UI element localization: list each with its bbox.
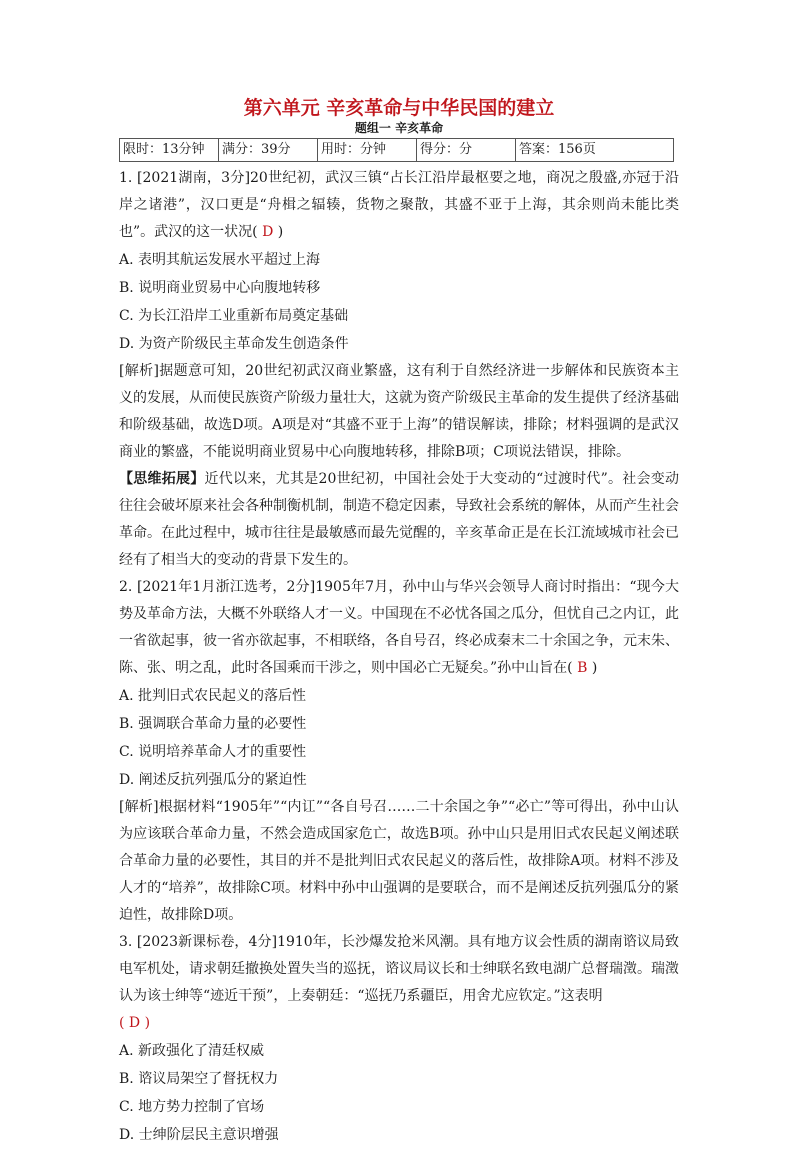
document-body (119, 96, 679, 1149)
page-title: 第六单元 辛亥革命与中华民国的建立 (243, 97, 555, 119)
option-c: C. 为长江沿岸工业重新布局奠定基础 (119, 308, 349, 324)
info-table (119, 138, 674, 162)
question-1-answer: D (257, 224, 278, 240)
question-2-analysis: [解析]根据材料“1905年”“内讧”“各自号召……二十余国之争”“必亡”等可得出，孙中山认为应该联合革命力量，不然会造成国家危亡，故选B项。孙中山只是用旧式农民起义阐述联合革命力量的必要性，其目的并不是批判旧式农民起义的落后性，故排除A项。材料不涉及人才的“培养”，故排除C项。材料中孙中山强调的是要联合，而不是阐述反抗列强瓜分的紧迫性，故排除D项。 (119, 799, 679, 923)
question-1-analysis: [解析]据题意可知，20世纪初武汉商业繁盛，这有利于自然经济进一步解体和民族资本主义的发展，从而使民族资产阶级力量壮大，这就为资产阶级民主革命的发生提供了经济基础和阶级基础，故选D项。A项是对“其盛不亚于上海”的错误解读，排除；材料强调的是武汉商业的繁盛，不能说明商业贸易中心向腹地转移，排除B项；C项说法错误，排除。 (119, 363, 679, 460)
page-subtitle: 题组一 辛亥革命 (354, 121, 444, 135)
info-time-limit: 限时：13分钟 (120, 139, 219, 162)
question-3-answer: ( D ) (119, 1015, 151, 1031)
option-b: B. 说明商业贸易中心向腹地转移 (119, 280, 321, 296)
option-a: A. 批判旧式农民起义的落后性 (119, 688, 307, 704)
question-2-answer: B (572, 660, 592, 676)
question-3-options (119, 1037, 679, 1149)
question-2-stem: 2. [2021年1月浙江选考，2分]1905年7月，孙中山与华兴会领导人商讨时指出：“现今大势及革命方法，大概不外联络人才一义。中国现在不必忧各国之瓜分，但忧自己之内讧，此一省欲起事，彼一省亦欲起事，不相联络，各自号召，终必成秦末二十余国之争，元末朱、陈、张、明之乱，此时各国乘而干涉之，则中国必亡无疑矣。”孙中山旨在( B ) (119, 579, 679, 676)
option-d: D. 阐述反抗列强瓜分的紧迫性 (119, 772, 307, 788)
option-a: A. 新政强化了清廷权威 (119, 1043, 265, 1059)
option-c: C. 地方势力控制了官场 (119, 1099, 265, 1115)
option-a: A. 表明其航运发展水平超过上海 (119, 252, 321, 268)
option-b: B. 强调联合革命力量的必要性 (119, 716, 307, 732)
question-2-options (119, 682, 679, 794)
question-1-extension: 【思维拓展】近代以来，尤其是20世纪初，中国社会处于大变动的“过渡时代”。社会变动往往会破坏原来社会各种制衡机制，制造不稳定因素，导致社会系统的解体，从而产生社会革命。在此过程中，城市往往是最敏感而最先觉醒的，辛亥革命正是在长江流域城市社会已经有了相当大的变动的背景下发生的。 (119, 471, 680, 568)
extension-label: 【思维拓展】 (119, 471, 205, 487)
question-1-stem: 1. [2021湖南，3分]20世纪初，武汉三镇“占长江沿岸最枢要之地，商况之殷盛,亦冠于沿岸之诸港”，汉口更是“舟楫之辐辏，货物之聚散，其盛不亚于上海，其余则尚未能比类也”。武汉的这一状况( D ) (119, 170, 679, 240)
info-full-score: 满分：39分 (219, 139, 318, 162)
info-time-used: 用时：分钟 (318, 139, 417, 162)
option-d: D. 士绅阶层民主意识增强 (119, 1127, 279, 1143)
info-score: 得分：分 (417, 139, 516, 162)
question-3-stem: 3. [2023新课标卷，4分]1910年，长沙爆发抢米风潮。具有地方议会性质的湖南谘议局致电军机处，请求朝廷撤换处置失当的巡抚，谘议局议长和士绅联名致电湖广总督瑞澂。瑞澂认为该士绅等“迹近干预”，上奏朝廷：“巡抚乃系疆臣，用舍尤应钦定。”这表明 (119, 934, 679, 1004)
info-answer-page: 答案：156页 (516, 139, 674, 162)
option-d: D. 为资产阶级民主革命发生创造条件 (119, 336, 349, 352)
option-b: B. 谘议局架空了督抚权力 (119, 1071, 279, 1087)
option-c: C. 说明培养革命人才的重要性 (119, 744, 307, 760)
question-1-options (119, 246, 679, 358)
